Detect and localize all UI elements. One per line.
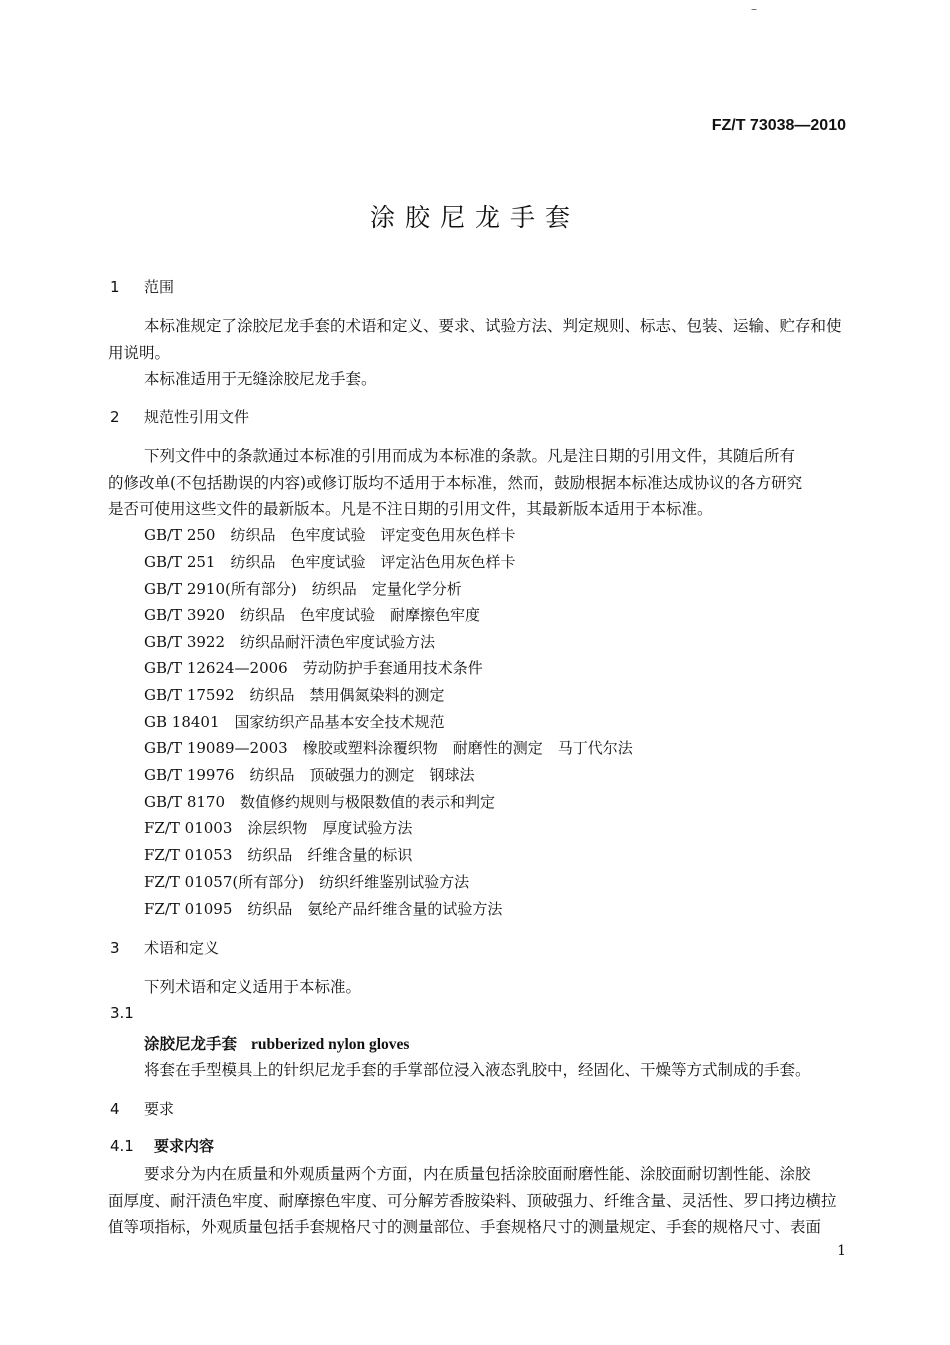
paragraph-line: 要求分为内在质量和外观质量两个方面，内在质量包括涂胶面耐磨性能、涂胶面耐切割性能、涂胶 [144,1165,811,1183]
reference-item: GB/T 8170 数值修约规则与极限数值的表示和判定 [144,793,496,811]
paragraph-line: 是否可使用这些文件的最新版本。凡是不注日期的引用文件，其最新版本适用于本标准。 [108,500,713,518]
standard-number: FZ/T 73038—2010 [711,117,846,134]
reference-item: FZ/T 01003 涂层织物 厚度试验方法 [144,819,413,837]
subsection-title: 要求内容 [154,1137,215,1155]
reference-item: GB/T 19976 纺织品 顶破强力的测定 钢球法 [144,766,475,784]
section-title: 规范性引用文件 [144,408,250,426]
section-1-paragraph-1 [108,313,848,366]
reference-item: FZ/T 01057(所有部分) 纺织纤维鉴别试验方法 [144,873,470,891]
section-title: 范围 [144,278,175,296]
page-title: 涂胶尼龙手套 [369,203,580,232]
page-number: 1 [837,1243,846,1259]
reference-item: GB/T 250 纺织品 色牢度试验 评定变色用灰色样卡 [144,526,516,544]
paragraph-line: 值等项指标，外观质量包括手套规格尺寸的测量部位、手套规格尺寸的测量规定、手套的规格尺寸、表面 [108,1218,822,1236]
section-3-heading [110,937,219,958]
subsection-3-1-number: 3.1 [110,1004,134,1022]
reference-item: GB/T 17592 纺织品 禁用偶氮染料的测定 [144,686,445,704]
reference-item: GB/T 19089—2003 橡胶或塑料涂覆织物 耐磨性的测定 马丁代尔法 [144,739,633,757]
reference-item: GB/T 3922 纺织品耐汗渍色牢度试验方法 [144,633,436,651]
term-entry [144,1031,409,1059]
reference-item: GB/T 2910(所有部分) 纺织品 定量化学分析 [144,580,462,598]
paragraph-line: 下列文件中的条款通过本标准的引用而成为本标准的条款。凡是注日期的引用文件，其随后所有 [144,447,796,465]
section-3-paragraph-1: 下列术语和定义适用于本标准。 [144,978,362,996]
section-number: 4 [110,1100,120,1118]
term-english: rubberized nylon gloves [251,1036,410,1053]
subsection-4-1-heading [110,1135,214,1156]
paragraph-line: 面厚度、耐汗渍色牢度、耐摩擦色牢度、可分解芳香胺染料、顶破强力、纤维含量、灵活性、罗口拷边横拉 [108,1191,837,1210]
reference-item: FZ/T 01095 纺织品 氨纶产品纤维含量的试验方法 [144,900,503,918]
paragraph-line: 用说明。 [108,343,171,362]
section-title: 要求 [144,1100,175,1118]
section-2-heading [110,406,249,427]
section-1-heading [110,276,174,297]
term-definition: 将套在手型模具上的针织尼龙手套的手掌部位浸入液态乳胶中，经固化、干燥等方式制成的手套。 [144,1061,811,1079]
section-number: 1 [110,278,120,296]
reference-item: GB/T 12624—2006 劳动防护手套通用技术条件 [144,659,483,677]
reference-item: FZ/T 01053 纺织品 纤维含量的标识 [144,846,413,864]
term-chinese: 涂胶尼龙手套 [144,1035,238,1053]
section-1-paragraph-2: 本标准适用于无缝涂胶尼龙手套。 [144,370,377,388]
section-number: 2 [110,408,120,426]
section-4-heading [110,1098,174,1119]
paragraph-line: 本标准规定了涂胶尼龙手套的术语和定义、要求、试验方法、判定规则、标志、包装、运输、贮存和使 [144,317,842,335]
reference-item: GB/T 3920 纺织品 色牢度试验 耐摩擦色牢度 [144,606,481,624]
section-number: 3 [110,939,120,957]
section-4-paragraph-1 [108,1161,848,1241]
subsection-number: 4.1 [110,1137,134,1155]
top-mark: – [751,2,757,16]
section-title: 术语和定义 [144,939,220,957]
paragraph-line: 的修改单(不包括勘误的内容)或修订版均不适用于本标准，然而，鼓励根据本标准达成协议的各方研究 [108,473,803,492]
reference-item: GB/T 251 纺织品 色牢度试验 评定沾色用灰色样卡 [144,553,516,571]
section-2-paragraph-1 [108,443,848,523]
reference-item: GB 18401 国家纺织产品基本安全技术规范 [144,713,445,731]
